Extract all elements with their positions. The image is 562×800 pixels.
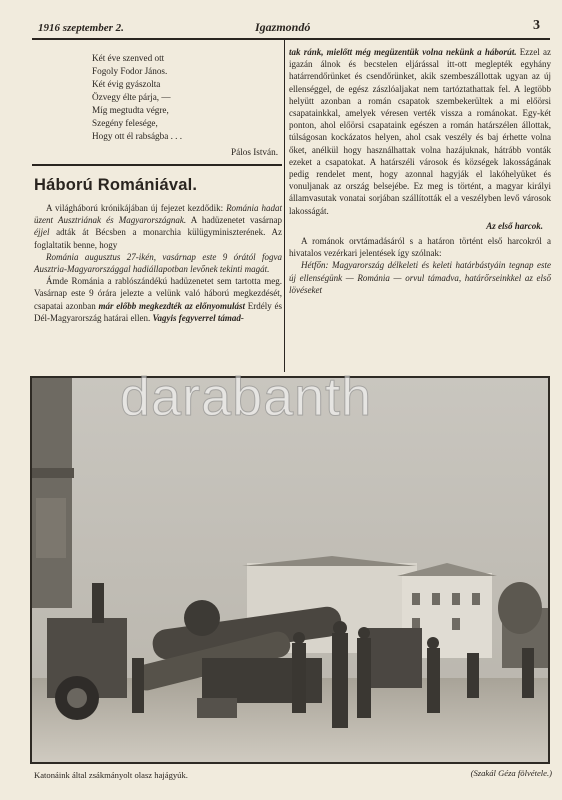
watermark: darabanth bbox=[120, 367, 373, 427]
poem-line: Két évig gyászolta bbox=[92, 79, 161, 89]
text-run: Hétfőn bbox=[301, 260, 326, 271]
text-run: tak ránk, mielőtt még megüzentük volna nekünk a háborút. bbox=[289, 47, 517, 57]
text-run: már előbb megkezdték az előnyomulást bbox=[98, 300, 245, 311]
paragraph bbox=[34, 202, 282, 251]
text-run: adták át Bécsben a monarchia külügyminiszterének. Az foglaltatik benne, hogy bbox=[34, 227, 282, 250]
photo-caption: Katonáink által zsákmányolt olasz hajágyúk. bbox=[34, 770, 188, 780]
issue-date: 1916 szeptember 2. bbox=[38, 22, 124, 34]
poem-line: Míg megtudta végre, bbox=[92, 105, 169, 115]
article-headline: Háború Romániával. bbox=[34, 176, 198, 194]
poem bbox=[92, 52, 278, 159]
paragraph: Románia augusztus 27-ikén, vasárnap este 9 órától fogva Ausztria-Magyarországgal hadiállapotban levőnek tekinti magát. bbox=[34, 251, 282, 275]
page-number: 3 bbox=[533, 18, 540, 33]
poem-line: Szegény felesége, bbox=[92, 118, 158, 128]
text-run: : Magyarország délkeleti és keleti határbástyáin tegnap este új ellenségünk — Románia — orvul támadva, határőrseinkkel az első lövéseket bbox=[289, 260, 551, 295]
page-header bbox=[32, 18, 544, 38]
text-run: Románia hadat üzent Ausztriának és Magyarországnak. bbox=[34, 203, 282, 226]
war-photograph bbox=[30, 376, 550, 764]
text-run: Erdély és Dél-Magyarország határai ellen. bbox=[34, 300, 282, 323]
paragraph bbox=[289, 259, 551, 296]
poem-line: Fogoly Fodor János. bbox=[92, 66, 168, 76]
article-left-column bbox=[34, 202, 282, 324]
photo-credit: (Szakál Géza fölvétele.) bbox=[470, 768, 552, 778]
poem-author: Pálos István. bbox=[231, 147, 278, 157]
section-rule bbox=[32, 164, 282, 166]
column-divider bbox=[284, 40, 285, 372]
photo-illustration bbox=[32, 378, 548, 762]
poem-line: Özvegy élte párja, — bbox=[92, 92, 171, 102]
text-run: Ámde Románia a rablószándékú hadüzenetet sem tartotta meg. Vasárnap este 9 órára jelezte a velünk való háború megkezdését, csapatai azonban bbox=[34, 276, 282, 311]
paragraph bbox=[289, 46, 551, 217]
text-run: Ezzel az igazán álnok és becstelen eljárással itt-ott meglepték egyhány határrendőrünket és csendőrünket, akik szembeszállottak ugyan az új ellenséggel, de egész zászlóaljakat nem tartóztathattak fel. A legtöbb helyütt azonban a román csapatok szembekerültek a mi előörsi csapatainkkal, amelyek véresen verték vissza a románokat. Egy-két ponton, ahol előörsi csapataink egészen a román határszélen állottak, túlságosan kockázatos helyen, ahol csak veszély és baj érhette volna őket, anélkül hogy használhattak volna hazájuknak, hátrább vonták ezeket a csapatokat. A határszéli városok és községek lakosságának pedig rendelet ment, hogy azonnal hagyják el lakóhelyüket és vonuljanak az ország belsejébe. Ez meg is történt, a magyar királyi államvasutak vonatai sorjában szállították el a veszélyben levő városok lakosságát. bbox=[289, 47, 551, 216]
paragraph: A románok orvtámadásáról s a határon történt első harcokról a hivatalos vezérkari jelentések így szólnak: bbox=[289, 236, 551, 259]
text-run: A hadüzenetet vasárnap bbox=[186, 215, 282, 226]
subheading: Az első harcok. bbox=[486, 220, 543, 231]
text-run: A világháború krónikájában új fejezet kezdődik: bbox=[46, 203, 227, 213]
text-run: éjjel bbox=[34, 227, 50, 238]
poem-line: Két éve szenved ott bbox=[92, 53, 165, 63]
header-rule bbox=[32, 38, 550, 40]
paragraph bbox=[34, 275, 282, 324]
text-run: Vagyis fegyverrel támad- bbox=[152, 312, 244, 323]
newspaper-title: Igazmondó bbox=[255, 20, 311, 34]
article-right-column bbox=[289, 46, 551, 296]
poem-line: Hogy ott él rabságba . . . bbox=[92, 131, 183, 141]
